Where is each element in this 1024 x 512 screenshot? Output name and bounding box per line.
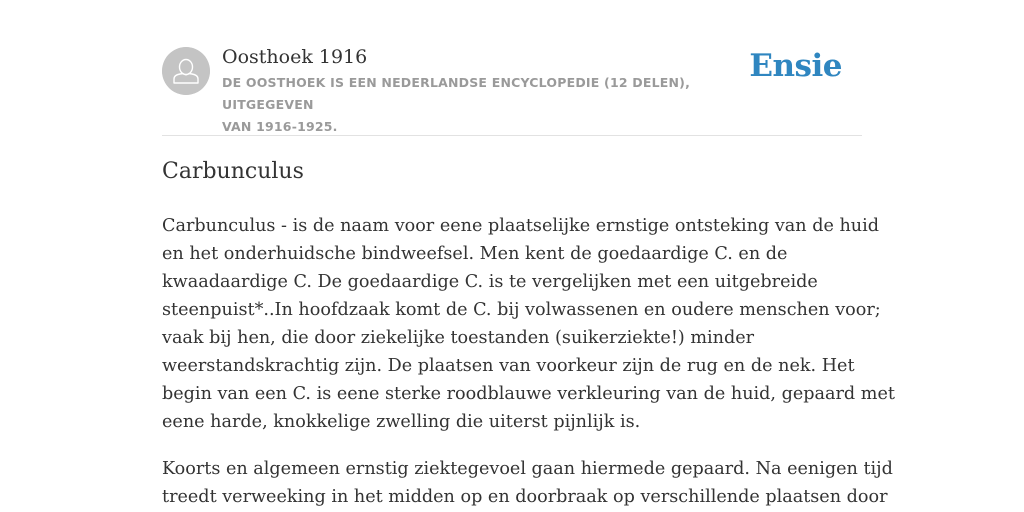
article-title: Carbunculus [162,159,304,184]
text-line: eene harde, knokkelige zwelling die uiterst pijnlijk is. [162,412,641,432]
text-line: en het onderhuidsche bindweefsel. Men kent de goedaardige C. en de [162,244,788,264]
header-divider [162,135,862,136]
text-line: begin van een C. is eene sterke roodblauwe verkleuring van de huid, gepaard met [162,384,895,404]
text-line: vaak bij hen, die door ziekelijke toestanden (suikerziekte!) minder [162,328,755,348]
article-paragraph [162,212,895,436]
ensie-logo[interactable]: Ensie [749,48,842,84]
text-line: Koorts en algemeen ernstig ziektegevoel gaan hiermede gepaard. Na eenigen tijd [162,459,893,479]
text-line: weerstandskrachtig zijn. De plaatsen van voorkeur zijn de rug en de nek. Het [162,356,855,376]
source-header [162,44,862,135]
source-description-line: VAN 1916-1925. [222,119,338,134]
text-line: steenpuist*..In hoofdzaak komt de C. bij volwassenen en oudere menschen voor; [162,300,881,320]
source-description-line: DE OOSTHOEK IS EEN NEDERLANDSE ENCYCLOPEDIE (12 DELEN), UITGEGEVEN [222,75,691,112]
text-line: treedt verweeking in het midden op en doorbraak op verschillende plaatsen door [162,487,888,507]
article-paragraph [162,455,893,511]
source-title[interactable]: Oosthoek 1916 [222,46,368,68]
text-line: kwaadaardige C. De goedaardige C. is te vergelijken met een uitgebreide [162,272,818,292]
source-avatar[interactable] [162,47,210,95]
article-body [162,212,895,512]
text-line: Carbunculus - is de naam voor eene plaatselijke ernstige ontsteking van de huid [162,216,880,236]
source-description [222,72,762,138]
user-placeholder-icon [162,47,210,95]
